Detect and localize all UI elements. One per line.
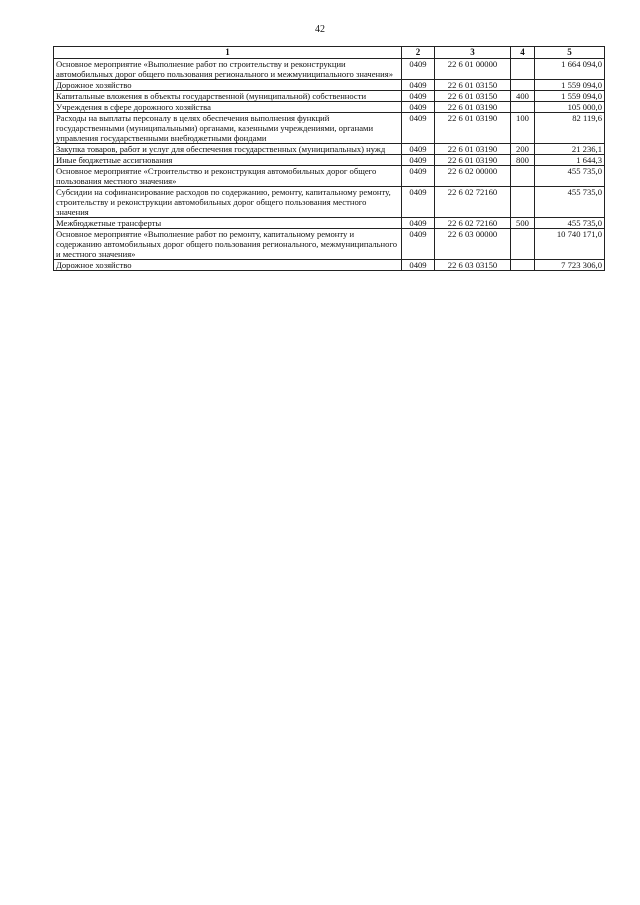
header-row: [54, 47, 605, 59]
row-expense-type: [511, 59, 535, 80]
row-section-code: 0409: [402, 102, 435, 113]
row-target-article: 22 6 01 03190: [435, 113, 511, 144]
table-header: [54, 47, 605, 59]
row-target-article: 22 6 01 03190: [435, 102, 511, 113]
header-col-2: 2: [402, 47, 435, 59]
table-row: [54, 166, 605, 187]
row-target-article: 22 6 01 03150: [435, 80, 511, 91]
table-row: [54, 80, 605, 91]
page-number: 42: [315, 24, 325, 35]
row-name: Межбюджетные трансферты: [54, 218, 402, 229]
row-name: Иные бюджетные ассигнования: [54, 155, 402, 166]
row-target-article: 22 6 01 03150: [435, 91, 511, 102]
table-row: [54, 91, 605, 102]
row-amount: 21 236,1: [535, 144, 605, 155]
row-section-code: 0409: [402, 218, 435, 229]
row-amount: 1 559 094,0: [535, 91, 605, 102]
row-name: Капитальные вложения в объекты государственной (муниципальной) собственности: [54, 91, 402, 102]
row-amount: 455 735,0: [535, 187, 605, 218]
table-row: [54, 218, 605, 229]
row-section-code: 0409: [402, 144, 435, 155]
table-row: [54, 144, 605, 155]
table-row: [54, 187, 605, 218]
header-col-3: 3: [435, 47, 511, 59]
row-name: Закупка товаров, работ и услуг для обеспечения государственных (муниципальных) нужд: [54, 144, 402, 155]
header-col-4: 4: [511, 47, 535, 59]
row-expense-type: [511, 229, 535, 260]
table-row: [54, 229, 605, 260]
row-name: Учреждения в сфере дорожного хозяйства: [54, 102, 402, 113]
header-col-1: 1: [54, 47, 402, 59]
row-expense-type: [511, 166, 535, 187]
table-row: [54, 102, 605, 113]
row-amount: 455 735,0: [535, 218, 605, 229]
row-expense-type: 100: [511, 113, 535, 144]
table-row: [54, 155, 605, 166]
row-section-code: 0409: [402, 187, 435, 218]
row-name: Основное мероприятие «Строительство и реконструкция автомобильных дорог общего пользования местного значения»: [54, 166, 402, 187]
row-amount: 1 664 094,0: [535, 59, 605, 80]
row-target-article: 22 6 02 72160: [435, 187, 511, 218]
table-row: [54, 260, 605, 271]
row-amount: 7 723 306,0: [535, 260, 605, 271]
table-body: [54, 59, 605, 271]
table-row: [54, 113, 605, 144]
row-expense-type: [511, 187, 535, 218]
row-expense-type: [511, 260, 535, 271]
row-expense-type: 500: [511, 218, 535, 229]
row-section-code: 0409: [402, 59, 435, 80]
row-name: Основное мероприятие «Выполнение работ по строительству и реконструкции автомобильных дорог общего пользования регионального и межмуниципального значения»: [54, 59, 402, 80]
row-section-code: 0409: [402, 260, 435, 271]
table-row: [54, 59, 605, 80]
row-section-code: 0409: [402, 113, 435, 144]
row-name: Основное мероприятие «Выполнение работ по ремонту, капитальному ремонту и содержанию автомобильных дорог общего пользования регионального, межмуниципального и местного значения»: [54, 229, 402, 260]
row-target-article: 22 6 01 00000: [435, 59, 511, 80]
row-amount: 1 644,3: [535, 155, 605, 166]
row-expense-type: 800: [511, 155, 535, 166]
budget-table: [53, 46, 605, 271]
row-name: Субсидии на софинансирование расходов по содержанию, ремонту, капитальному ремонту, строительству и реконструкции автомобильных дорог общего пользования местного значения: [54, 187, 402, 218]
row-target-article: 22 6 03 03150: [435, 260, 511, 271]
row-expense-type: 400: [511, 91, 535, 102]
row-amount: 455 735,0: [535, 166, 605, 187]
row-amount: 105 000,0: [535, 102, 605, 113]
row-target-article: 22 6 01 03190: [435, 144, 511, 155]
row-name: Расходы на выплаты персоналу в целях обеспечения выполнения функций государственными (муниципальными) органами, казенными учреждениями, органами управления государственными внебюджетными фондами: [54, 113, 402, 144]
header-col-5: 5: [535, 47, 605, 59]
row-name: Дорожное хозяйство: [54, 260, 402, 271]
row-amount: 10 740 171,0: [535, 229, 605, 260]
row-section-code: 0409: [402, 91, 435, 102]
row-expense-type: [511, 102, 535, 113]
row-expense-type: 200: [511, 144, 535, 155]
row-name: Дорожное хозяйство: [54, 80, 402, 91]
row-target-article: 22 6 03 00000: [435, 229, 511, 260]
row-expense-type: [511, 80, 535, 91]
row-section-code: 0409: [402, 229, 435, 260]
row-target-article: 22 6 01 03190: [435, 155, 511, 166]
row-section-code: 0409: [402, 155, 435, 166]
row-amount: 82 119,6: [535, 113, 605, 144]
row-section-code: 0409: [402, 166, 435, 187]
row-target-article: 22 6 02 00000: [435, 166, 511, 187]
row-target-article: 22 6 02 72160: [435, 218, 511, 229]
row-section-code: 0409: [402, 80, 435, 91]
row-amount: 1 559 094,0: [535, 80, 605, 91]
